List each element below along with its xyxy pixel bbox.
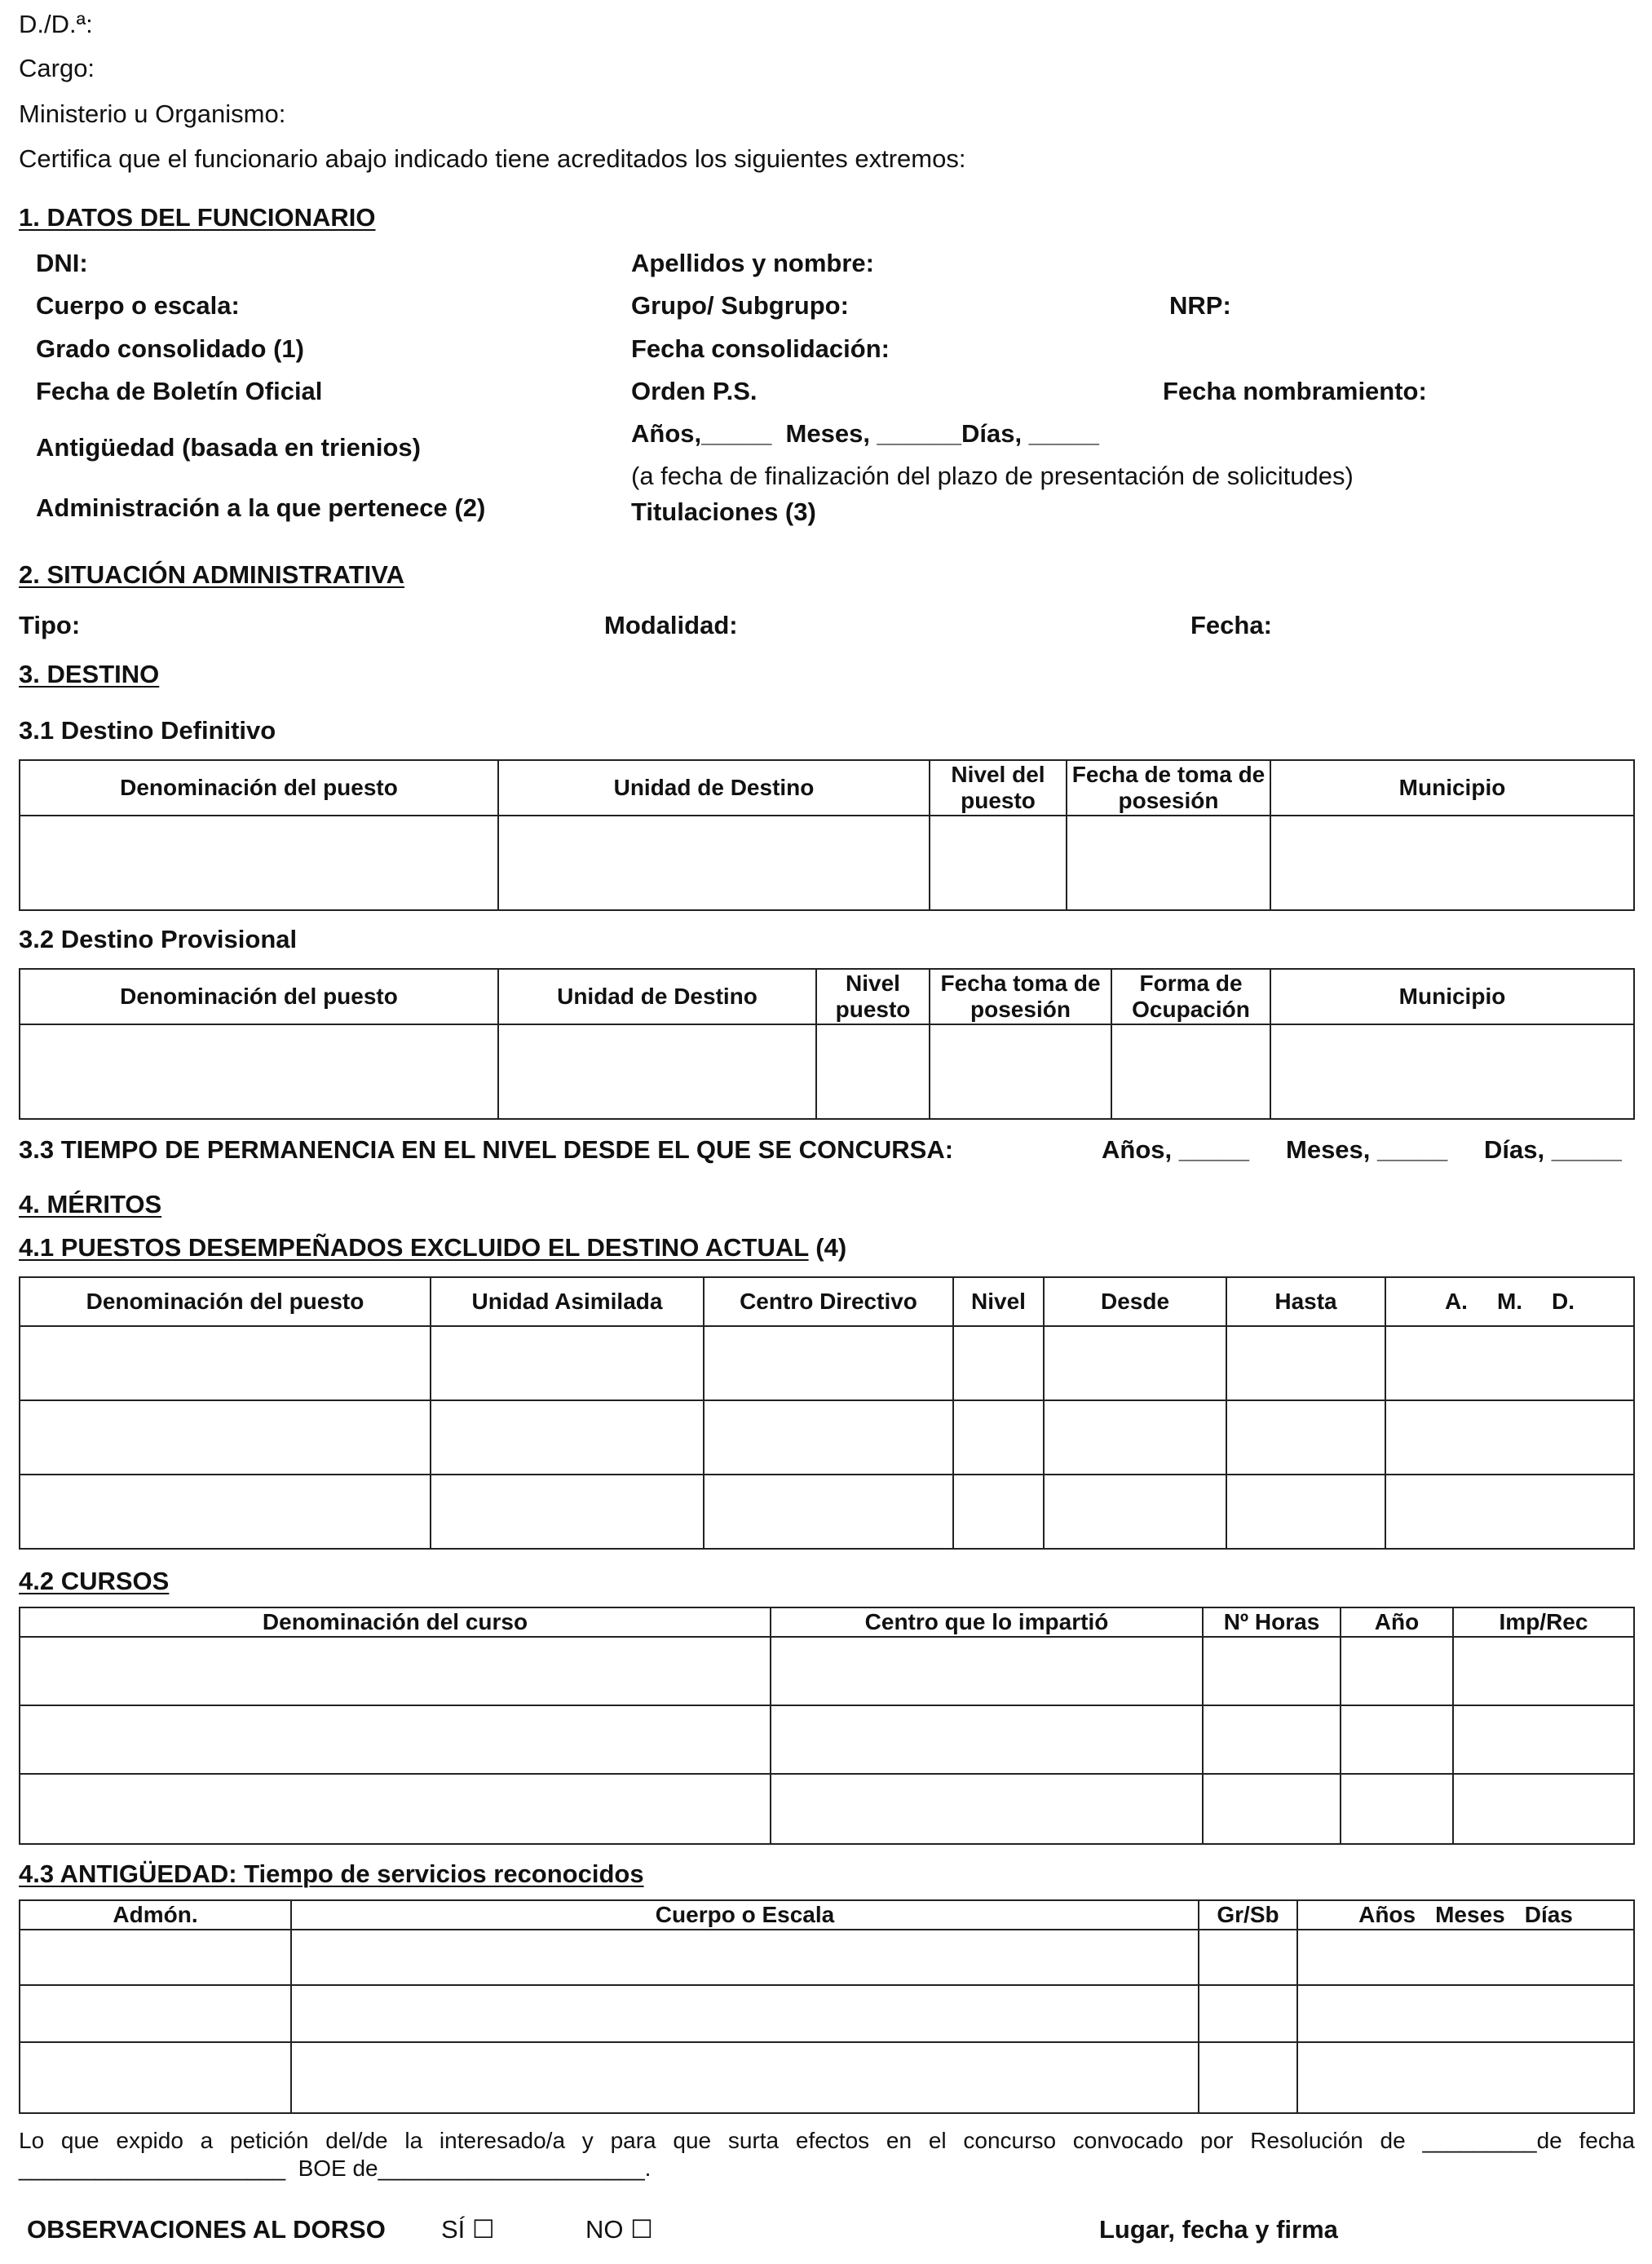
- table-row: [20, 1400, 1634, 1475]
- header-cell: Unidad de Destino: [498, 969, 816, 1024]
- header-cell: Desde: [1044, 1277, 1226, 1326]
- puestos-title: [19, 1235, 846, 1260]
- nota-fecha: (a fecha de finalización del plazo de presentación de solicitudes): [631, 462, 1354, 490]
- certifica-text: Certifica que el funcionario abajo indicado tiene acreditados los siguientes extremos:: [19, 144, 966, 173]
- fecha-consolidacion-label: Fecha consolidación:: [631, 334, 890, 363]
- destino-definitivo-title: 3.1 Destino Definitivo: [19, 716, 276, 745]
- section-4-title: 4. MÉRITOS: [19, 1190, 162, 1218]
- header-cell: Año: [1341, 1607, 1453, 1637]
- amd-a: A.: [1444, 1288, 1468, 1314]
- header-cell: Forma de Ocupación: [1111, 969, 1270, 1024]
- destino-provisional-table: [19, 968, 1635, 1120]
- section-2-title: 2. SITUACIÓN ADMINISTRATIVA: [19, 560, 405, 589]
- header-cell: Unidad Asimilada: [431, 1277, 704, 1326]
- header-cell-amd: [1385, 1277, 1634, 1326]
- amd-d: D.: [1552, 1288, 1575, 1314]
- header-cell: Municipio: [1270, 760, 1634, 816]
- table-row: [20, 1326, 1634, 1400]
- table-row: [20, 1637, 1634, 1705]
- permanencia-dias: Días, _____: [1484, 1135, 1622, 1164]
- fecha-boletin-label: Fecha de Boletín Oficial: [36, 377, 323, 405]
- header-cell: Hasta: [1226, 1277, 1385, 1326]
- footer-line-2: _____________________ BOE de_____________________.: [19, 2156, 652, 2181]
- destino-provisional-title: 3.2 Destino Provisional: [19, 925, 298, 953]
- header-cell: Imp/Rec: [1453, 1607, 1634, 1637]
- apellidos-label: Apellidos y nombre:: [631, 249, 874, 277]
- lugar-fecha-firma-label: Lugar, fecha y firma: [1099, 2215, 1338, 2244]
- cargo-label: Cargo:: [19, 54, 95, 82]
- fecha-label: Fecha:: [1190, 611, 1272, 639]
- header-cell: Centro que lo impartió: [771, 1607, 1203, 1637]
- header-cell-amd: [1297, 1900, 1634, 1930]
- header-cell: Cuerpo o Escala: [291, 1900, 1199, 1930]
- antiguedad-table: [19, 1899, 1635, 2114]
- header-cell: Nivel puesto: [816, 969, 930, 1024]
- observaciones-label: OBSERVACIONES AL DORSO: [27, 2215, 386, 2244]
- puestos-table: [19, 1276, 1635, 1550]
- section-1-title: 1. DATOS DEL FUNCIONARIO: [19, 203, 376, 232]
- header-cell: Denominación del puesto: [20, 969, 498, 1024]
- header-cell: Unidad de Destino: [498, 760, 930, 816]
- observaciones-si-checkbox[interactable]: SÍ ☐: [441, 2215, 495, 2244]
- header-cell: Denominación del curso: [20, 1607, 771, 1637]
- header-cell: Gr/Sb: [1199, 1900, 1297, 1930]
- table-row: [20, 1985, 1634, 2042]
- amd-dias: Días: [1524, 1901, 1573, 1927]
- fecha-nombramiento-label: Fecha nombramiento:: [1163, 377, 1427, 405]
- dni-label: DNI:: [36, 249, 88, 277]
- anios-meses-dias: Años,_____ Meses, ______Días, _____: [631, 419, 1099, 448]
- permanencia-label: 3.3 TIEMPO DE PERMANENCIA EN EL NIVEL DESDE EL QUE SE CONCURSA:: [19, 1135, 954, 1164]
- puestos-title-text: 4.1 PUESTOS DESEMPEÑADOS EXCLUIDO EL DESTINO ACTUAL: [19, 1233, 809, 1262]
- amd-anios: Años: [1358, 1901, 1416, 1927]
- grupo-label: Grupo/ Subgrupo:: [631, 291, 849, 320]
- header-cell: Fecha toma de posesión: [930, 969, 1111, 1024]
- header-cell: Nº Horas: [1203, 1607, 1341, 1637]
- dda-label: D./D.ª:: [19, 10, 93, 38]
- header-cell: Municipio: [1270, 969, 1634, 1024]
- header-cell: Centro Directivo: [704, 1277, 953, 1326]
- header-cell: Admón.: [20, 1900, 291, 1930]
- antiguedad-label: Antigüedad (basada en trienios): [36, 433, 421, 462]
- cuerpo-label: Cuerpo o escala:: [36, 291, 240, 320]
- ministerio-label: Ministerio u Organismo:: [19, 99, 286, 128]
- permanencia-anios: Años, _____: [1102, 1135, 1249, 1164]
- header-cell: Nivel del puesto: [930, 760, 1067, 816]
- footer-line-1: Lo que expido a petición del/de la interesado/a y para que surta efectos en el concurso convocado por Resolución de _________de fecha: [19, 2128, 1635, 2153]
- table-row: [20, 1475, 1634, 1549]
- table-row: [20, 1705, 1634, 1774]
- table-row: [20, 1930, 1634, 1985]
- table-row: [20, 1774, 1634, 1844]
- destino-definitivo-table: [19, 759, 1635, 911]
- header-cell: Fecha de toma de posesión: [1067, 760, 1270, 816]
- table-row: [20, 816, 1634, 910]
- tipo-label: Tipo:: [19, 611, 81, 639]
- antiguedad-title: 4.3 ANTIGÜEDAD: Tiempo de servicios reconocidos: [19, 1859, 644, 1888]
- table-row: [20, 1024, 1634, 1119]
- amd-m: M.: [1496, 1288, 1523, 1314]
- header-cell: Nivel: [953, 1277, 1044, 1326]
- amd-meses: Meses: [1435, 1901, 1505, 1927]
- permanencia-meses: Meses, _____: [1286, 1135, 1448, 1164]
- modalidad-label: Modalidad:: [604, 611, 738, 639]
- grado-label: Grado consolidado (1): [36, 334, 304, 363]
- cursos-title: 4.2 CURSOS: [19, 1567, 170, 1595]
- section-3-title: 3. DESTINO: [19, 660, 160, 688]
- observaciones-no-checkbox[interactable]: NO ☐: [585, 2215, 653, 2244]
- cursos-table: [19, 1607, 1635, 1845]
- table-row: [20, 2042, 1634, 2113]
- administracion-label: Administración a la que pertenece (2): [36, 493, 486, 522]
- orden-label: Orden P.S.: [631, 377, 758, 405]
- header-cell: Denominación del puesto: [20, 1277, 431, 1326]
- header-cell: Denominación del puesto: [20, 760, 498, 816]
- puestos-note: (4): [808, 1233, 847, 1262]
- nrp-label: NRP:: [1169, 291, 1231, 320]
- titulaciones-label: Titulaciones (3): [631, 497, 816, 526]
